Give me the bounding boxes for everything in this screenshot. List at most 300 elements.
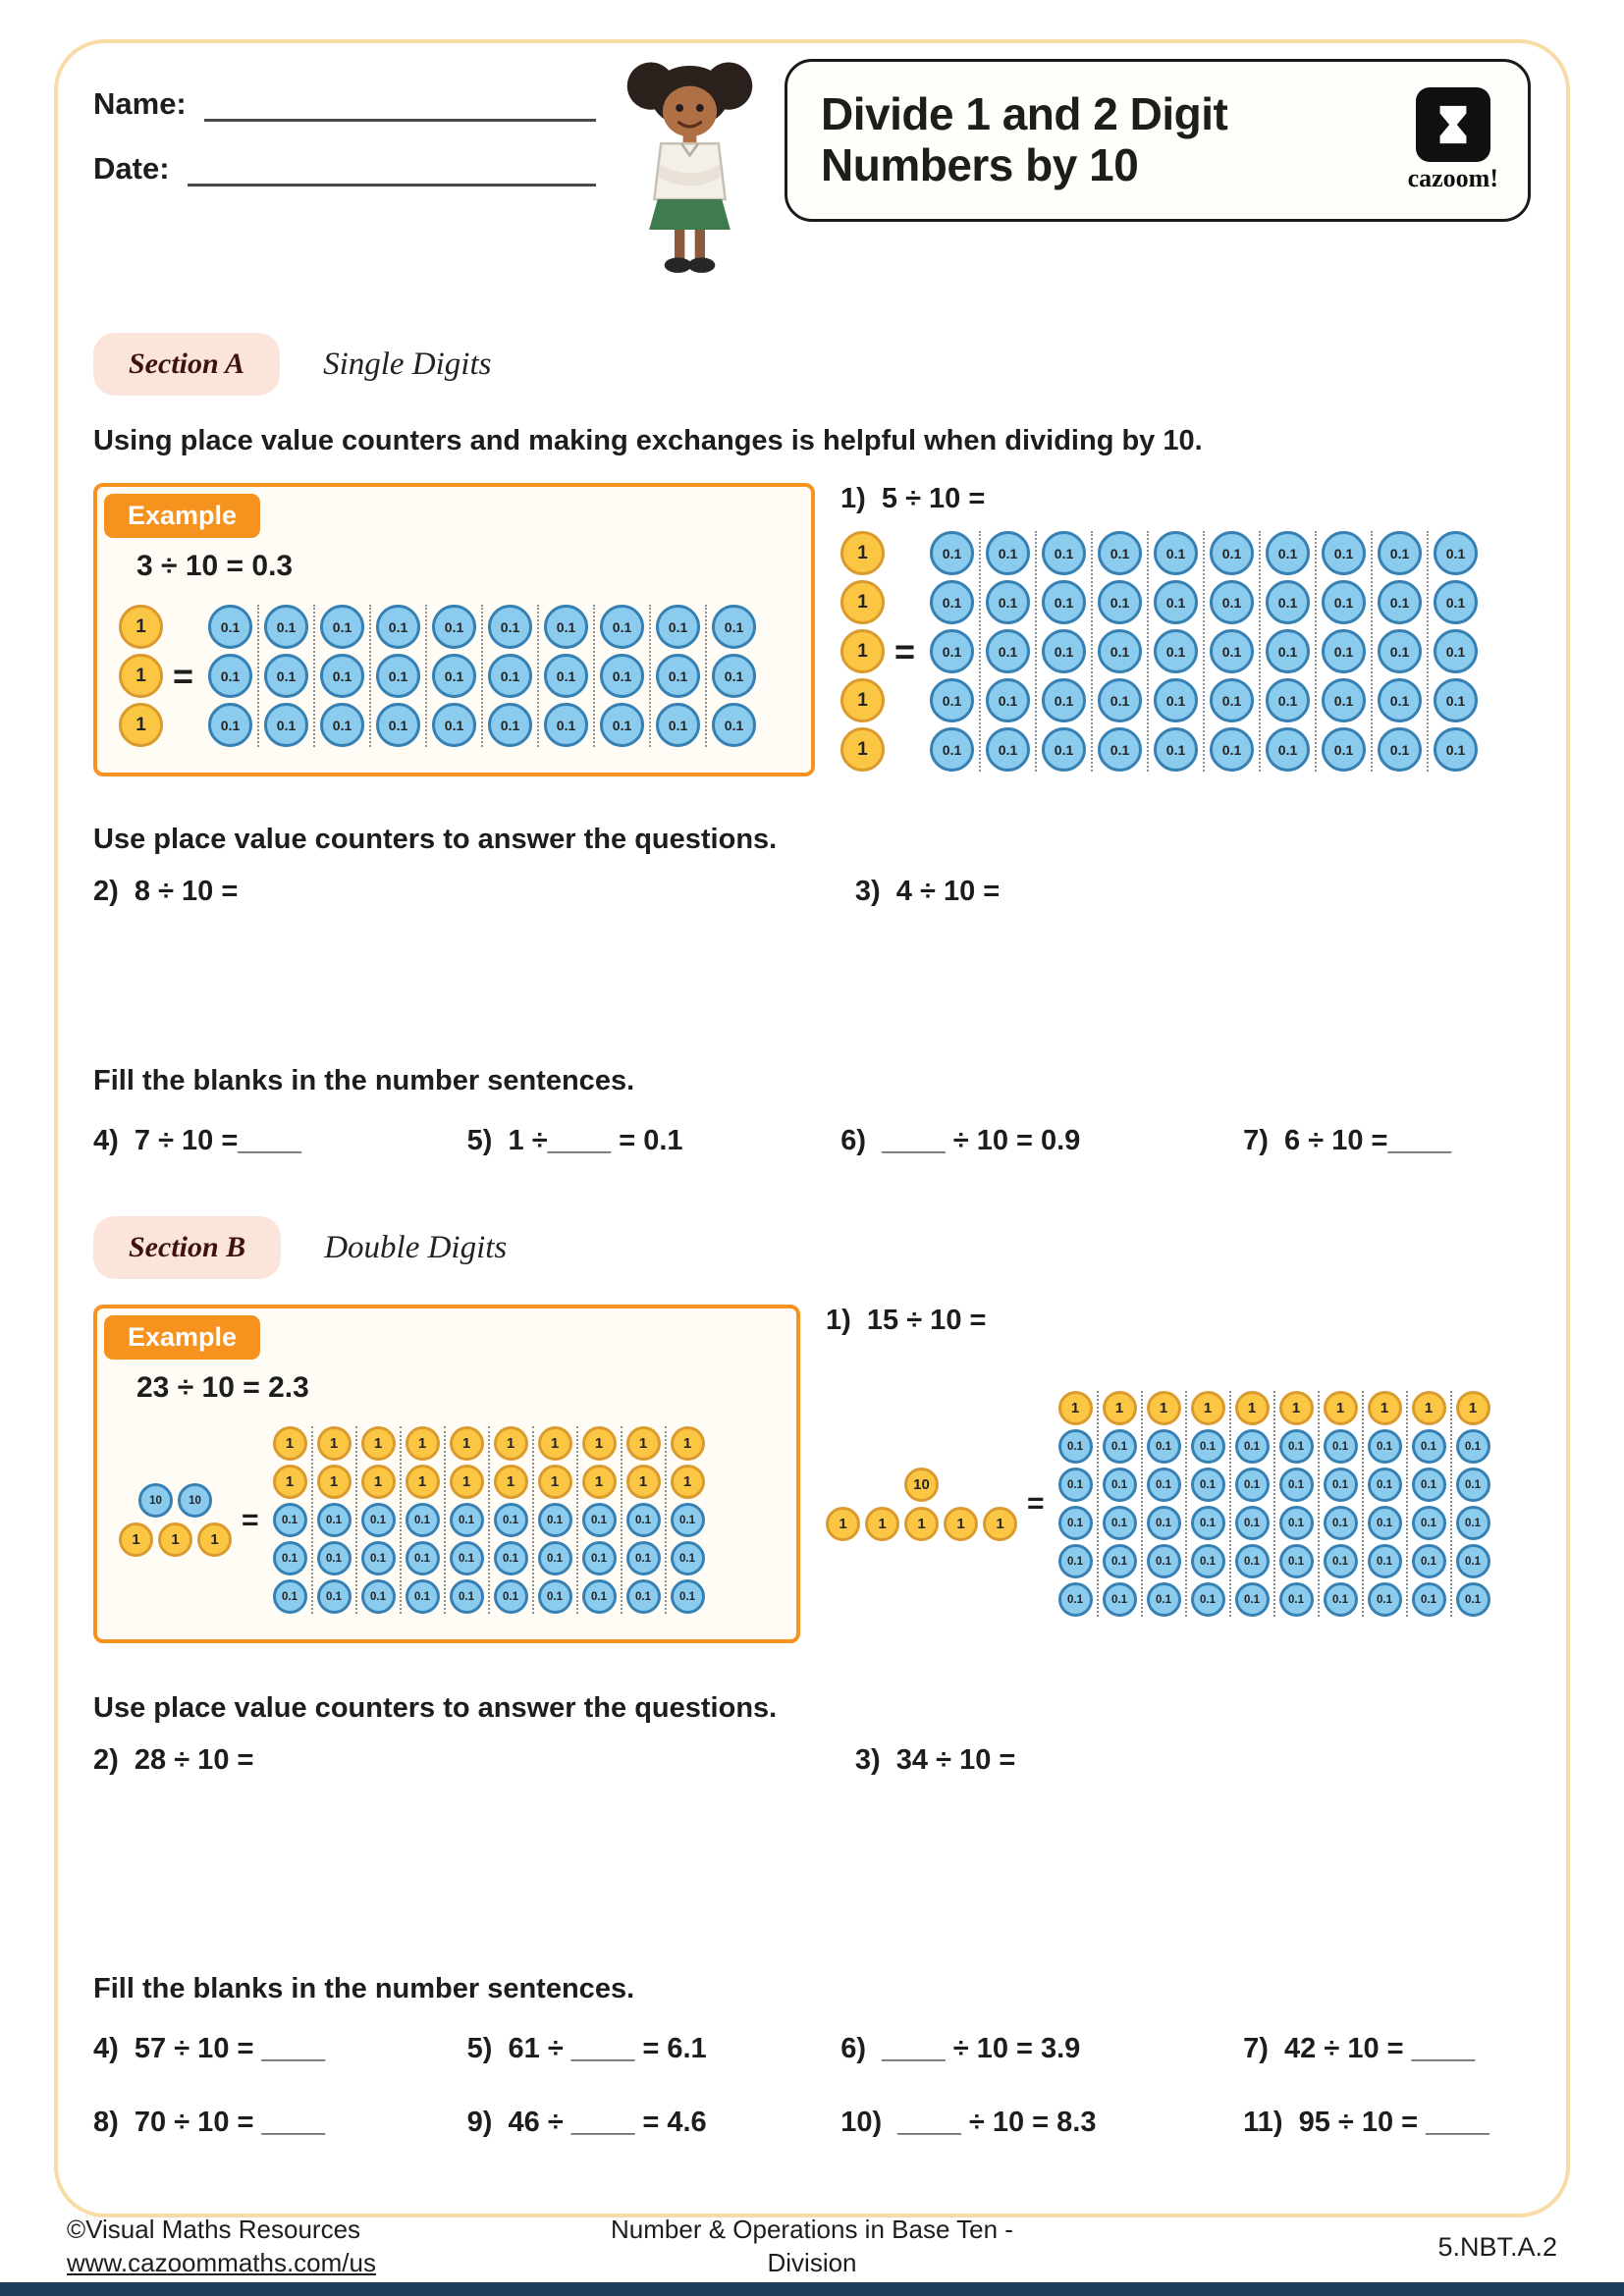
counter-0.1: 0.1	[1042, 580, 1086, 624]
counter-0.1: 0.1	[1098, 531, 1142, 575]
date-row	[93, 151, 596, 187]
footer-website-link[interactable]: www.cazoommaths.com/us	[67, 2248, 376, 2278]
footer-topic	[67, 2214, 1557, 2280]
counter-0.1: 0.1	[671, 1503, 705, 1537]
section-b-question-1-counters	[826, 1391, 1531, 1617]
counter-0.1: 0.1	[376, 605, 420, 649]
counter-1: 1	[840, 629, 885, 673]
counter-1: 1	[450, 1465, 484, 1499]
counter-0.1: 0.1	[494, 1579, 528, 1614]
counter-0.1: 0.1	[1412, 1582, 1446, 1617]
section-a-question-1: 1) 5 ÷ 10 =	[840, 483, 986, 514]
counter-0.1: 0.1	[1191, 1544, 1225, 1578]
counter-column	[1099, 1391, 1143, 1617]
counter-0.1: 0.1	[264, 605, 308, 649]
counter-column	[371, 605, 427, 747]
counter-0.1: 0.1	[1368, 1582, 1402, 1617]
counter-0.1: 0.1	[1266, 580, 1310, 624]
counters-after-exchange-grid	[1055, 1391, 1494, 1617]
section-b-question-7: 7) 42 ÷ 10 = ____	[1243, 2033, 1476, 2064]
counter-0.1: 0.1	[1058, 1506, 1093, 1540]
counter-0.1: 0.1	[1279, 1582, 1314, 1617]
example-box-b	[93, 1305, 800, 1643]
counter-column	[313, 1426, 357, 1614]
counter-0.1: 0.1	[1191, 1582, 1225, 1617]
counter-0.1: 0.1	[376, 703, 420, 747]
counter-0.1: 0.1	[1210, 580, 1254, 624]
counter-0.1: 0.1	[1058, 1582, 1093, 1617]
counter-0.1: 0.1	[320, 654, 364, 698]
counter-0.1: 0.1	[450, 1541, 484, 1575]
counter-1: 1	[1103, 1391, 1137, 1425]
counter-0.1: 0.1	[1266, 531, 1310, 575]
counter-0.1: 0.1	[1103, 1429, 1137, 1464]
counter-0.1: 0.1	[1324, 1582, 1358, 1617]
counter-0.1: 0.1	[1456, 1582, 1490, 1617]
counter-0.1: 0.1	[317, 1579, 352, 1614]
counter-1: 1	[983, 1507, 1017, 1541]
counters-before-exchange	[119, 1483, 232, 1557]
counter-0.1: 0.1	[582, 1579, 617, 1614]
counter-0.1: 0.1	[1378, 678, 1422, 722]
counter-0.1: 0.1	[1368, 1429, 1402, 1464]
counter-0.1: 0.1	[494, 1541, 528, 1575]
counter-column	[1261, 531, 1317, 772]
counter-column	[1452, 1391, 1494, 1617]
counter-column	[1231, 1391, 1275, 1617]
title-box	[785, 59, 1531, 222]
counter-0.1: 0.1	[208, 703, 252, 747]
counter-0.1: 0.1	[1154, 629, 1198, 673]
counter-0.1: 0.1	[1098, 580, 1142, 624]
counter-0.1: 0.1	[1434, 531, 1478, 575]
counter-0.1: 0.1	[1058, 1468, 1093, 1502]
section-a-subtitle: Single Digits	[323, 346, 492, 382]
counter-1: 1	[406, 1426, 440, 1461]
counter-1: 1	[1191, 1391, 1225, 1425]
counter-0.1: 0.1	[1324, 1544, 1358, 1578]
counter-1: 1	[1235, 1391, 1270, 1425]
counter-0.1: 0.1	[1147, 1582, 1181, 1617]
counter-0.1: 0.1	[1098, 678, 1142, 722]
section-b-counters-heading: Use place value counters to answer the questions.	[93, 1692, 778, 1724]
counter-0.1: 0.1	[406, 1503, 440, 1537]
bottom-bar	[0, 2282, 1624, 2296]
counter-0.1: 0.1	[488, 605, 532, 649]
cazoom-logo-icon	[1416, 87, 1490, 162]
counter-1: 1	[840, 580, 885, 624]
counter-1: 1	[626, 1426, 661, 1461]
counter-1: 1	[1147, 1391, 1181, 1425]
counter-0.1: 0.1	[544, 605, 588, 649]
section-a-question-6: 6) ____ ÷ 10 = 0.9	[840, 1125, 1081, 1156]
counter-column	[427, 605, 483, 747]
counters-after-exchange-grid	[269, 1426, 709, 1614]
counter-0.1: 0.1	[1210, 531, 1254, 575]
counter-0.1: 0.1	[273, 1579, 307, 1614]
student-illustration	[614, 59, 766, 284]
counter-column	[1320, 1391, 1364, 1617]
footer-topic-line-1: Number & Operations in Base Ten -	[611, 2215, 1013, 2245]
counters-before-exchange	[826, 1468, 1017, 1541]
name-blank-line	[204, 88, 596, 122]
counter-0.1: 0.1	[450, 1503, 484, 1537]
counter-1: 1	[119, 1522, 153, 1557]
counter-1: 1	[317, 1426, 352, 1461]
counter-0.1: 0.1	[1322, 580, 1366, 624]
counter-0.1: 0.1	[1210, 727, 1254, 772]
counter-0.1: 0.1	[488, 654, 532, 698]
counter-0.1: 0.1	[1434, 678, 1478, 722]
example-a-equation: 3 ÷ 10 = 0.3	[136, 550, 294, 582]
counter-column	[534, 1426, 578, 1614]
counter-0.1: 0.1	[1210, 629, 1254, 673]
counter-0.1: 0.1	[538, 1541, 572, 1575]
counter-1: 1	[671, 1426, 705, 1461]
section-a-counters-heading: Use place value counters to answer the questions.	[93, 824, 778, 855]
counter-0.1: 0.1	[930, 629, 974, 673]
counter-0.1: 0.1	[1322, 727, 1366, 772]
counter-column	[539, 605, 595, 747]
counter-0.1: 0.1	[1235, 1429, 1270, 1464]
counter-column	[1149, 531, 1205, 772]
counter-0.1: 0.1	[406, 1579, 440, 1614]
counter-0.1: 0.1	[1378, 727, 1422, 772]
counter-column	[315, 605, 371, 747]
counter-1: 1	[1324, 1391, 1358, 1425]
counter-1: 1	[494, 1465, 528, 1499]
counter-0.1: 0.1	[1191, 1506, 1225, 1540]
counter-0.1: 0.1	[671, 1579, 705, 1614]
counter-0.1: 0.1	[1210, 678, 1254, 722]
counter-0.1: 0.1	[1058, 1429, 1093, 1464]
counter-column	[1275, 1391, 1320, 1617]
counter-0.1: 0.1	[544, 654, 588, 698]
counter-1: 1	[1456, 1391, 1490, 1425]
section-b-question-5: 5) 61 ÷ ____ = 6.1	[466, 2033, 707, 2064]
footer-copyright: ©Visual Maths Resources	[67, 2215, 361, 2245]
counter-0.1: 0.1	[1456, 1506, 1490, 1540]
section-a-intro: Using place value counters and making exchanges is helpful when dividing by 10.	[93, 425, 1203, 456]
counter-0.1: 0.1	[538, 1579, 572, 1614]
counter-0.1: 0.1	[1456, 1544, 1490, 1578]
counter-column	[203, 605, 259, 747]
counter-0.1: 0.1	[1154, 580, 1198, 624]
counter-0.1: 0.1	[1147, 1429, 1181, 1464]
counter-0.1: 0.1	[712, 605, 756, 649]
counter-0.1: 0.1	[1058, 1544, 1093, 1578]
counter-0.1: 0.1	[1378, 580, 1422, 624]
counter-0.1: 0.1	[626, 1503, 661, 1537]
footer-topic-line-2: Division	[767, 2248, 857, 2278]
counter-0.1: 0.1	[317, 1503, 352, 1537]
counter-0.1: 0.1	[1266, 629, 1310, 673]
counter-column	[651, 605, 707, 747]
counter-column	[1187, 1391, 1231, 1617]
counter-0.1: 0.1	[406, 1541, 440, 1575]
counter-0.1: 0.1	[1412, 1429, 1446, 1464]
counter-1: 1	[1368, 1391, 1402, 1425]
section-b-badge: Section B	[93, 1216, 281, 1279]
counter-0.1: 0.1	[1279, 1544, 1314, 1578]
counter-0.1: 0.1	[264, 654, 308, 698]
counter-column	[707, 605, 761, 747]
counter-10: 10	[178, 1483, 212, 1518]
counter-0.1: 0.1	[1042, 727, 1086, 772]
counter-0.1: 0.1	[1456, 1429, 1490, 1464]
counter-column	[402, 1426, 446, 1614]
counter-1: 1	[865, 1507, 899, 1541]
example-a-tab: Example	[104, 494, 260, 538]
counter-column	[578, 1426, 623, 1614]
counter-0.1: 0.1	[432, 605, 476, 649]
counter-10: 10	[904, 1468, 939, 1502]
counter-1: 1	[538, 1426, 572, 1461]
counter-0.1: 0.1	[1042, 629, 1086, 673]
counter-1: 1	[1058, 1391, 1093, 1425]
counter-1: 1	[273, 1426, 307, 1461]
counter-0.1: 0.1	[1368, 1506, 1402, 1540]
counter-column	[667, 1426, 709, 1614]
counter-0.1: 0.1	[1322, 678, 1366, 722]
counter-1: 1	[119, 605, 163, 649]
section-a-header	[93, 333, 1531, 396]
counter-0.1: 0.1	[1378, 531, 1422, 575]
title-line-1: Divide 1 and 2 Digit	[821, 88, 1228, 140]
counter-0.1: 0.1	[986, 727, 1030, 772]
example-a-counters	[119, 605, 789, 747]
counter-0.1: 0.1	[1154, 531, 1198, 575]
counter-0.1: 0.1	[1279, 1468, 1314, 1502]
counter-column	[259, 605, 315, 747]
counters-before-exchange	[840, 531, 885, 772]
date-label: Date:	[93, 151, 170, 186]
counter-1: 1	[840, 678, 885, 722]
section-a-question-1-block	[840, 483, 1531, 772]
counter-0.1: 0.1	[1378, 629, 1422, 673]
counter-0.1: 0.1	[671, 1541, 705, 1575]
counters-before-exchange	[119, 605, 163, 747]
counter-1: 1	[840, 531, 885, 575]
counter-0.1: 0.1	[317, 1541, 352, 1575]
name-row	[93, 86, 596, 122]
counter-0.1: 0.1	[656, 605, 700, 649]
section-b-fill-row-2	[93, 2107, 1531, 2139]
section-a-model-row	[93, 483, 1531, 776]
counter-column	[595, 605, 651, 747]
date-blank-line	[188, 153, 596, 187]
counter-0.1: 0.1	[1103, 1506, 1137, 1540]
counter-0.1: 0.1	[1103, 1468, 1137, 1502]
counter-column	[1364, 1391, 1408, 1617]
counter-1: 1	[361, 1465, 396, 1499]
section-a-question-7: 7) 6 ÷ 10 =____	[1243, 1125, 1451, 1156]
counter-0.1: 0.1	[494, 1503, 528, 1537]
counter-0.1: 0.1	[208, 654, 252, 698]
counter-0.1: 0.1	[1098, 727, 1142, 772]
example-b-tab: Example	[104, 1315, 260, 1360]
counter-0.1: 0.1	[1434, 629, 1478, 673]
counter-0.1: 0.1	[600, 605, 644, 649]
section-b-question-10: 10) ____ ÷ 10 = 8.3	[840, 2107, 1097, 2138]
counter-0.1: 0.1	[712, 654, 756, 698]
counter-0.1: 0.1	[1103, 1582, 1137, 1617]
counter-0.1: 0.1	[600, 703, 644, 747]
counter-1: 1	[671, 1465, 705, 1499]
counter-0.1: 0.1	[1434, 580, 1478, 624]
counter-0.1: 0.1	[656, 703, 700, 747]
counter-1: 1	[582, 1426, 617, 1461]
title-line-2: Numbers by 10	[821, 139, 1139, 190]
counter-column	[490, 1426, 534, 1614]
counter-column	[1205, 531, 1261, 772]
counter-0.1: 0.1	[1412, 1468, 1446, 1502]
counter-column	[1143, 1391, 1187, 1617]
counter-column	[925, 531, 981, 772]
counter-0.1: 0.1	[1456, 1468, 1490, 1502]
counter-column	[269, 1426, 313, 1614]
counter-column	[981, 531, 1037, 772]
counter-0.1: 0.1	[1147, 1468, 1181, 1502]
equals-sign: =	[1027, 1487, 1045, 1520]
section-b-question-6: 6) ____ ÷ 10 = 3.9	[840, 2033, 1081, 2064]
counter-0.1: 0.1	[1103, 1544, 1137, 1578]
counter-0.1: 0.1	[544, 703, 588, 747]
section-a-question-5: 5) 1 ÷____ = 0.1	[466, 1125, 683, 1156]
counter-1: 1	[406, 1465, 440, 1499]
page-footer	[67, 2214, 1557, 2280]
counter-0.1: 0.1	[273, 1503, 307, 1537]
counter-column	[1037, 531, 1093, 772]
counter-0.1: 0.1	[930, 727, 974, 772]
counter-0.1: 0.1	[1412, 1506, 1446, 1540]
cazoom-logo-text: cazoom!	[1407, 164, 1498, 192]
counter-0.1: 0.1	[361, 1503, 396, 1537]
counter-1: 1	[197, 1522, 232, 1557]
counter-0.1: 0.1	[1322, 531, 1366, 575]
counter-0.1: 0.1	[930, 580, 974, 624]
counter-1: 1	[826, 1507, 860, 1541]
counter-0.1: 0.1	[1324, 1468, 1358, 1502]
counter-1: 1	[626, 1465, 661, 1499]
counter-0.1: 0.1	[1154, 727, 1198, 772]
example-b-equation: 23 ÷ 10 = 2.3	[136, 1371, 309, 1404]
example-box-a	[93, 483, 815, 776]
counter-1: 1	[944, 1507, 978, 1541]
counter-0.1: 0.1	[1191, 1429, 1225, 1464]
counter-0.1: 0.1	[1434, 727, 1478, 772]
counter-0.1: 0.1	[930, 531, 974, 575]
counter-0.1: 0.1	[1412, 1544, 1446, 1578]
counter-0.1: 0.1	[1266, 727, 1310, 772]
counter-0.1: 0.1	[582, 1541, 617, 1575]
counter-0.1: 0.1	[1042, 531, 1086, 575]
footer-standard-code: 5.NBT.A.2	[1437, 2231, 1557, 2262]
counter-1: 1	[119, 654, 163, 698]
counter-0.1: 0.1	[986, 629, 1030, 673]
equals-sign: =	[242, 1503, 259, 1536]
counter-0.1: 0.1	[986, 580, 1030, 624]
counter-0.1: 0.1	[1368, 1468, 1402, 1502]
counter-0.1: 0.1	[1098, 629, 1142, 673]
section-b-question-11: 11) 95 ÷ 10 = ____	[1243, 2107, 1489, 2138]
counter-1: 1	[450, 1426, 484, 1461]
counter-1: 1	[1279, 1391, 1314, 1425]
example-b-counters	[119, 1426, 775, 1614]
counter-0.1: 0.1	[930, 678, 974, 722]
section-b-fill-heading: Fill the blanks in the number sentences.	[93, 1973, 635, 2004]
equals-sign: =	[894, 630, 916, 671]
section-a-badge: Section A	[93, 333, 280, 396]
section-a-question-2: 2) 8 ÷ 10 =	[93, 876, 239, 907]
counter-0.1: 0.1	[1324, 1429, 1358, 1464]
section-b-fill-row-1	[93, 2033, 1531, 2065]
counter-0.1: 0.1	[626, 1541, 661, 1575]
counter-column	[1429, 531, 1483, 772]
section-a-fill-row	[93, 1125, 1531, 1157]
counter-column	[483, 605, 539, 747]
counter-0.1: 0.1	[1147, 1506, 1181, 1540]
counter-0.1: 0.1	[1266, 678, 1310, 722]
counter-0.1: 0.1	[986, 531, 1030, 575]
counter-0.1: 0.1	[656, 654, 700, 698]
counter-1: 1	[582, 1465, 617, 1499]
counter-0.1: 0.1	[450, 1579, 484, 1614]
section-a-question-1-counters	[840, 531, 1531, 772]
counter-column	[1408, 1391, 1452, 1617]
section-b-question-1: 1) 15 ÷ 10 =	[826, 1305, 987, 1336]
section-b-subtitle: Double Digits	[324, 1229, 508, 1265]
counter-0.1: 0.1	[1235, 1506, 1270, 1540]
section-b-question-2: 2) 28 ÷ 10 =	[93, 1744, 254, 1776]
counters-after-exchange-grid	[203, 605, 761, 747]
name-date-block	[93, 59, 596, 216]
counter-0.1: 0.1	[600, 654, 644, 698]
counter-0.1: 0.1	[1368, 1544, 1402, 1578]
counter-0.1: 0.1	[1324, 1506, 1358, 1540]
counter-1: 1	[538, 1465, 572, 1499]
counter-1: 1	[273, 1465, 307, 1499]
counter-0.1: 0.1	[376, 654, 420, 698]
section-b-question-1-block	[826, 1305, 1531, 1617]
cazoom-logo	[1408, 87, 1502, 193]
section-b-model-row	[93, 1305, 1531, 1643]
counter-0.1: 0.1	[488, 703, 532, 747]
counter-1: 1	[1412, 1391, 1446, 1425]
counter-column	[1317, 531, 1373, 772]
counter-column	[623, 1426, 667, 1614]
counter-0.1: 0.1	[361, 1579, 396, 1614]
counter-1: 1	[119, 703, 163, 747]
counter-0.1: 0.1	[320, 703, 364, 747]
counter-0.1: 0.1	[1279, 1429, 1314, 1464]
counter-1: 1	[904, 1507, 939, 1541]
counter-0.1: 0.1	[273, 1541, 307, 1575]
counter-10: 10	[138, 1483, 173, 1518]
counter-0.1: 0.1	[1322, 629, 1366, 673]
header	[93, 59, 1531, 284]
counter-1: 1	[494, 1426, 528, 1461]
section-a-questions-2-3	[93, 876, 1531, 908]
equals-sign: =	[173, 655, 194, 696]
counter-0.1: 0.1	[626, 1579, 661, 1614]
counter-1: 1	[361, 1426, 396, 1461]
counter-1: 1	[158, 1522, 192, 1557]
section-a-question-3: 3) 4 ÷ 10 =	[854, 876, 1001, 907]
counter-column	[357, 1426, 402, 1614]
counter-0.1: 0.1	[1154, 678, 1198, 722]
counter-0.1: 0.1	[1147, 1544, 1181, 1578]
